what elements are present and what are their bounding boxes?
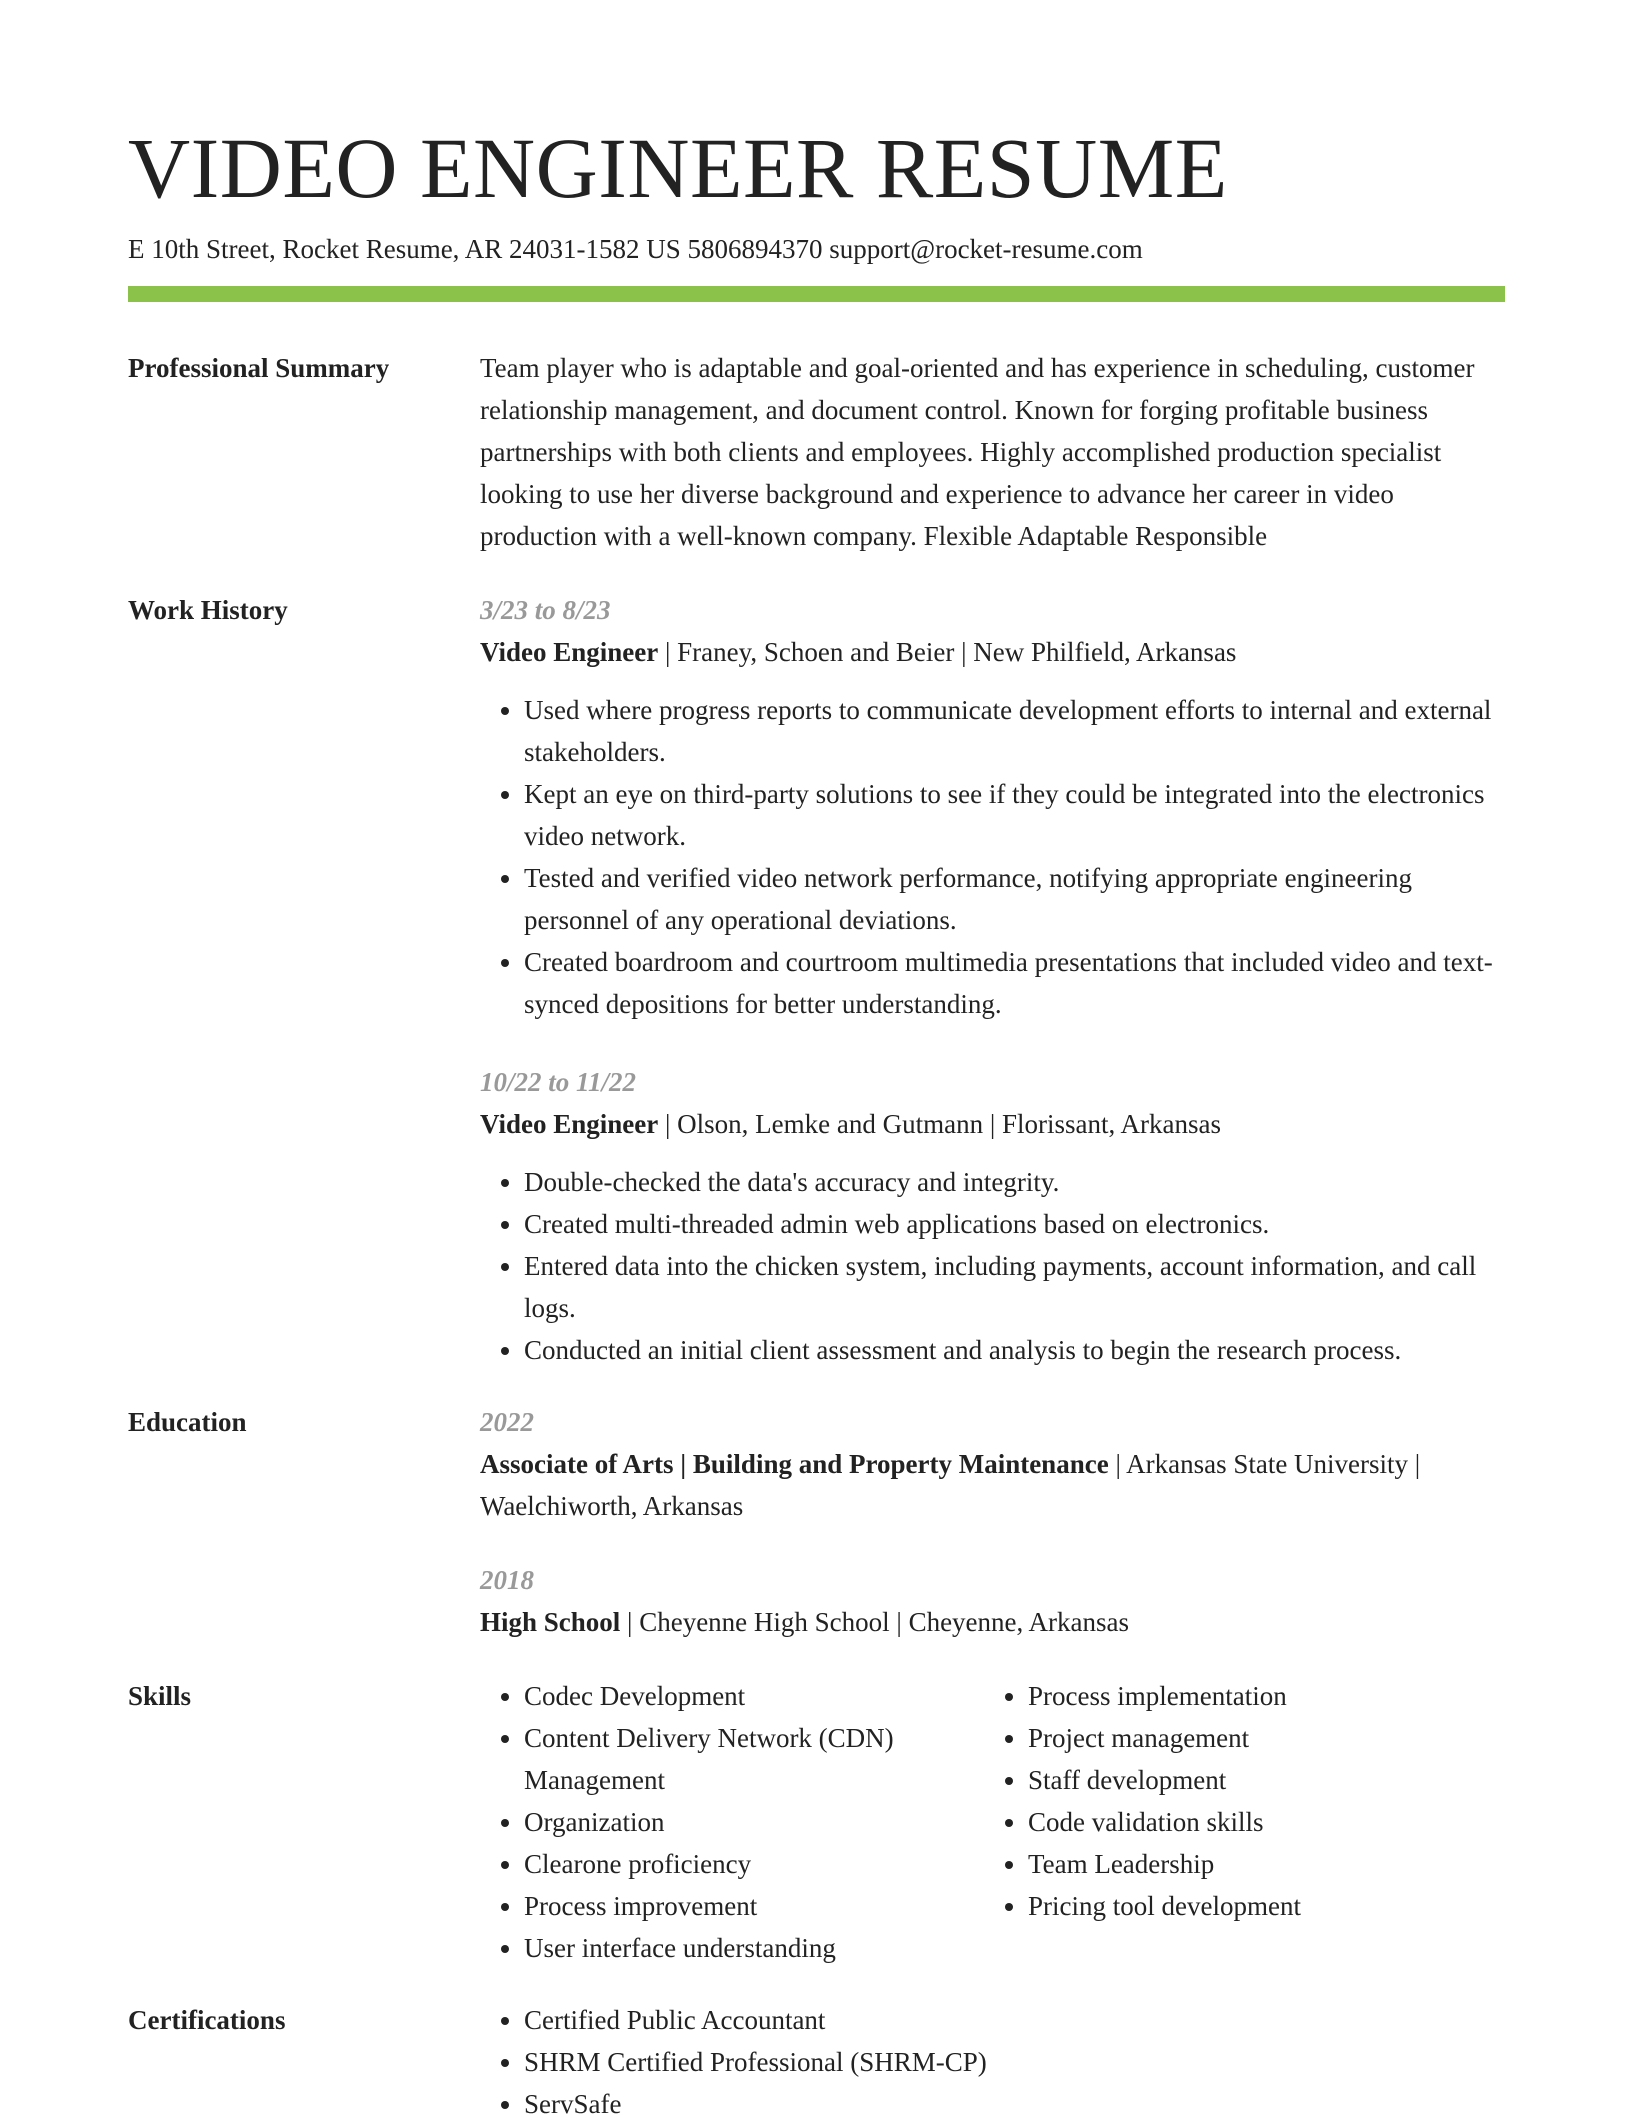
skills-columns xyxy=(480,1675,1505,1969)
education-entry xyxy=(480,1559,1505,1643)
job-details: | Franey, Schoen and Beier | New Philfield, Arkansas xyxy=(658,637,1237,667)
skills-list-right xyxy=(984,1675,1505,1927)
skills-column-right xyxy=(984,1675,1505,1969)
list-item: • Pricing tool development xyxy=(1028,1885,1505,1927)
job-title: Video Engineer xyxy=(480,637,659,667)
list-item: • User interface understanding xyxy=(524,1927,972,1969)
list-item: • Process implementation xyxy=(1028,1675,1505,1717)
job-heading xyxy=(480,631,1505,673)
skills-column-left xyxy=(480,1675,984,1969)
education-heading xyxy=(480,1601,1505,1643)
education-heading xyxy=(480,1443,1505,1527)
job-bullets xyxy=(480,689,1505,1025)
education-year: 2022 xyxy=(480,1407,534,1437)
list-item: • SHRM Certified Professional (SHRM-CP) xyxy=(524,2041,1505,2083)
list-item: • Codec Development xyxy=(524,1675,972,1717)
education-year: 2018 xyxy=(480,1565,534,1595)
list-item: • ServSafe xyxy=(524,2083,1505,2125)
resume-title: VIDEO ENGINEER RESUME xyxy=(128,120,1228,216)
education-body xyxy=(480,1401,1505,1675)
list-item: • Kept an eye on third-party solutions to see if they could be integrated into the electronics video network. xyxy=(524,773,1505,857)
list-item: • Conducted an initial client assessment and analysis to begin the research process. xyxy=(524,1329,1505,1371)
section-label-education: Education xyxy=(128,1407,247,1437)
education-degree: Associate of Arts | Building and Property Maintenance xyxy=(480,1449,1109,1479)
section-label-certifications: Certifications xyxy=(128,2005,286,2035)
skills-list-left xyxy=(480,1675,984,1969)
list-item: • Staff development xyxy=(1028,1759,1505,1801)
job-entry xyxy=(480,1061,1505,1371)
list-item: • Process improvement xyxy=(524,1885,972,1927)
accent-divider xyxy=(128,286,1505,302)
work-history-body xyxy=(480,589,1505,1407)
job-entry xyxy=(480,589,1505,1025)
list-item: • Certified Public Accountant xyxy=(524,1999,1505,2041)
list-item: • Project management xyxy=(1028,1717,1505,1759)
certifications-body xyxy=(480,1999,1505,2125)
list-item: • Created multi-threaded admin web applications based on electronics. xyxy=(524,1203,1505,1245)
list-item: • Content Delivery Network (CDN) Management xyxy=(524,1717,972,1801)
list-item: • Clearone proficiency xyxy=(524,1843,972,1885)
section-label-summary: Professional Summary xyxy=(128,353,390,383)
list-item: • Organization xyxy=(524,1801,972,1843)
list-item: • Code validation skills xyxy=(1028,1801,1505,1843)
job-dates: 10/22 to 11/22 xyxy=(480,1067,637,1097)
list-item: • Double-checked the data's accuracy and integrity. xyxy=(524,1161,1505,1203)
certifications-list xyxy=(480,1999,1505,2125)
education-details: | Arkansas State University | Waelchiworth, Arkansas xyxy=(480,1449,1421,1521)
list-item: • Entered data into the chicken system, including payments, account information, and call logs. xyxy=(524,1245,1505,1329)
skills-body xyxy=(480,1675,1505,1969)
education-details: | Cheyenne High School | Cheyenne, Arkansas xyxy=(620,1607,1130,1637)
job-details: | Olson, Lemke and Gutmann | Florissant, Arkansas xyxy=(658,1109,1221,1139)
education-degree: High School xyxy=(480,1607,621,1637)
section-label-skills: Skills xyxy=(128,1681,192,1711)
list-item: • Team Leadership xyxy=(1028,1843,1505,1885)
section-label-work-history: Work History xyxy=(128,595,288,625)
contact-line: E 10th Street, Rocket Resume, AR 24031-1582 US 5806894370 support@rocket-resume.com xyxy=(128,234,1143,264)
list-item: • Created boardroom and courtroom multimedia presentations that included video and text-synced depositions for better understanding. xyxy=(524,941,1505,1025)
education-entry xyxy=(480,1401,1505,1527)
list-item: • Tested and verified video network performance, notifying appropriate engineering personnel of any operational deviations. xyxy=(524,857,1505,941)
summary-text: Team player who is adaptable and goal-oriented and has experience in scheduling, customer relationship management, and document control. Known for forging profitable business partnerships with both clients and employees. Highly accomplished production specialist looking to use her diverse background and experience to advance her career in video production with a well-known company. Flexible Adaptable Responsible xyxy=(480,353,1475,551)
job-dates: 3/23 to 8/23 xyxy=(480,595,611,625)
job-title: Video Engineer xyxy=(480,1109,659,1139)
job-heading xyxy=(480,1103,1505,1145)
list-item: • Used where progress reports to communicate development efforts to internal and external stakeholders. xyxy=(524,689,1505,773)
job-bullets xyxy=(480,1161,1505,1371)
summary-body xyxy=(480,347,1505,557)
